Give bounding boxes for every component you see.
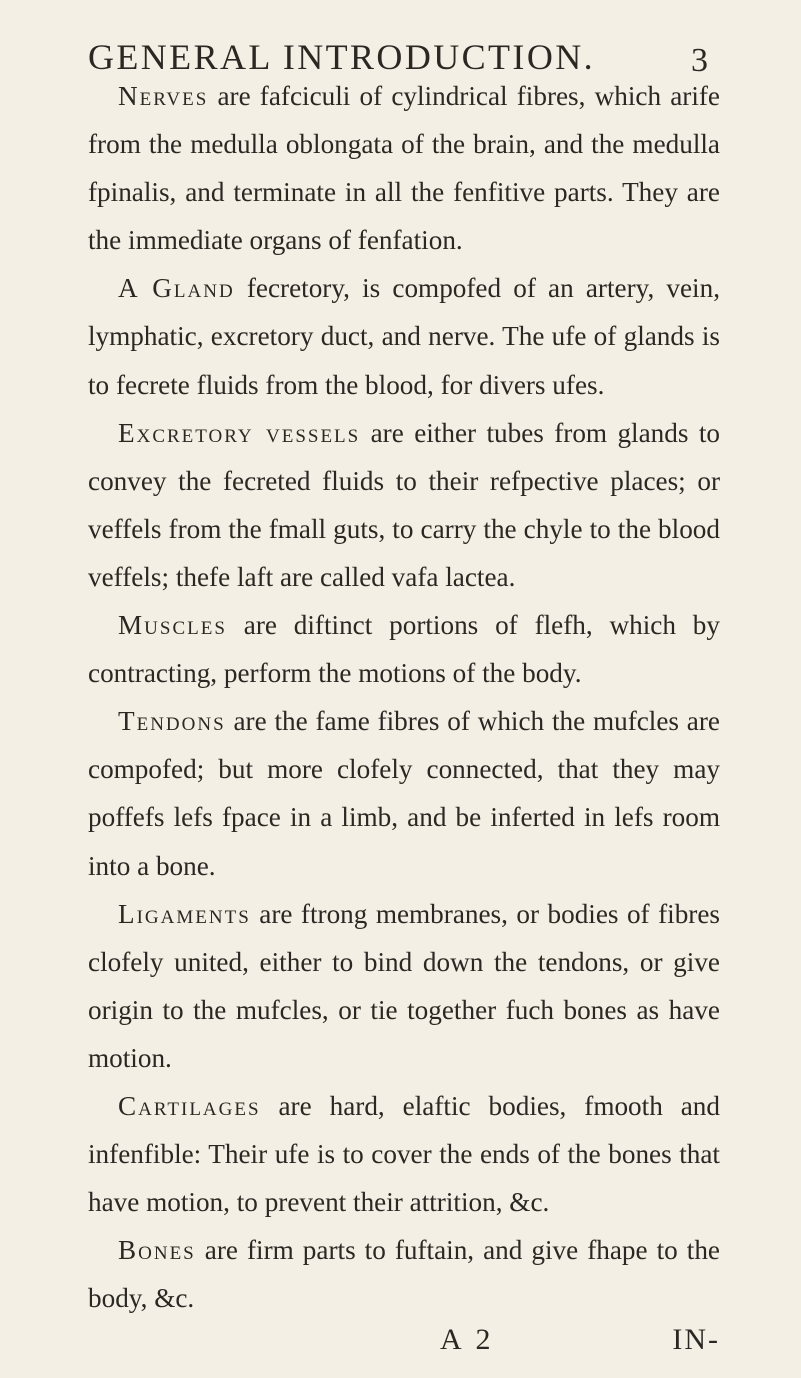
signature-mark: A 2	[440, 1323, 495, 1356]
paragraph-excretory-vessels	[88, 409, 720, 601]
paragraph-bones	[88, 1226, 720, 1322]
term-excretory-vessels: Excretory vessels	[118, 417, 361, 448]
term-tendons: Tendons	[118, 706, 226, 737]
definition-nerves: are fafciculi of cylindrical fibres, which arife from the medulla oblongata of the brain, and the medulla fpinalis, and terminate in all the fenfitive parts. They are the immediate organs of fenfation.	[88, 81, 720, 256]
catchword: IN-	[672, 1323, 720, 1356]
term-bones: Bones	[118, 1235, 196, 1266]
body-text	[88, 72, 720, 1322]
paragraph-gland	[88, 264, 720, 408]
paragraph-nerves	[88, 72, 720, 264]
definition-tendons: are the fame fibres of which the mufcles are compofed; but more clofely connected, that they may poffefs lefs fpace in a limb, and be inferted in lefs room into a bone.	[88, 706, 720, 881]
definition-gland: fecretory, is compofed of an artery, vein, lymphatic, excretory duct, and nerve. The ufe of glands is to fecrete fluids from the blood, for divers ufes.	[88, 273, 720, 400]
definition-excretory-vessels: are either tubes from glands to convey the fecreted fluids to their refpective places; or veffels from the fmall guts, to carry the chyle to the blood veffels; thefe laft are called vafa lactea.	[88, 417, 720, 592]
paragraph-tendons	[88, 697, 720, 889]
term-cartilages: Cartilages	[118, 1090, 261, 1121]
running-head: GENERAL INTRODUCTION.	[88, 37, 596, 77]
term-ligaments: Ligaments	[118, 898, 251, 929]
term-nerves: Nerves	[118, 81, 209, 111]
paragraph-muscles	[88, 601, 720, 697]
definition-bones: are firm parts to fuftain, and give fhape to the body, &c.	[88, 1235, 720, 1314]
definition-cartilages: are hard, elaftic bodies, fmooth and infenfible: Their ufe is to cover the ends of the bones that have motion, to prevent their attrition, &c.	[88, 1090, 720, 1218]
page-footer	[88, 1318, 720, 1362]
paragraph-cartilages	[88, 1082, 720, 1226]
definition-muscles: are diftinct portions of flefh, which by contracting, perform the motions of the body.	[88, 610, 720, 689]
paragraph-ligaments	[88, 890, 720, 1082]
term-muscles: Muscles	[118, 610, 227, 641]
term-gland: A Gland	[118, 273, 235, 304]
definition-ligaments: are ftrong membranes, or bodies of fibres clofely united, either to bind down the tendons, or give origin to the mufcles, or tie together fuch bones as have motion.	[88, 898, 720, 1073]
page-number: 3	[691, 42, 708, 79]
